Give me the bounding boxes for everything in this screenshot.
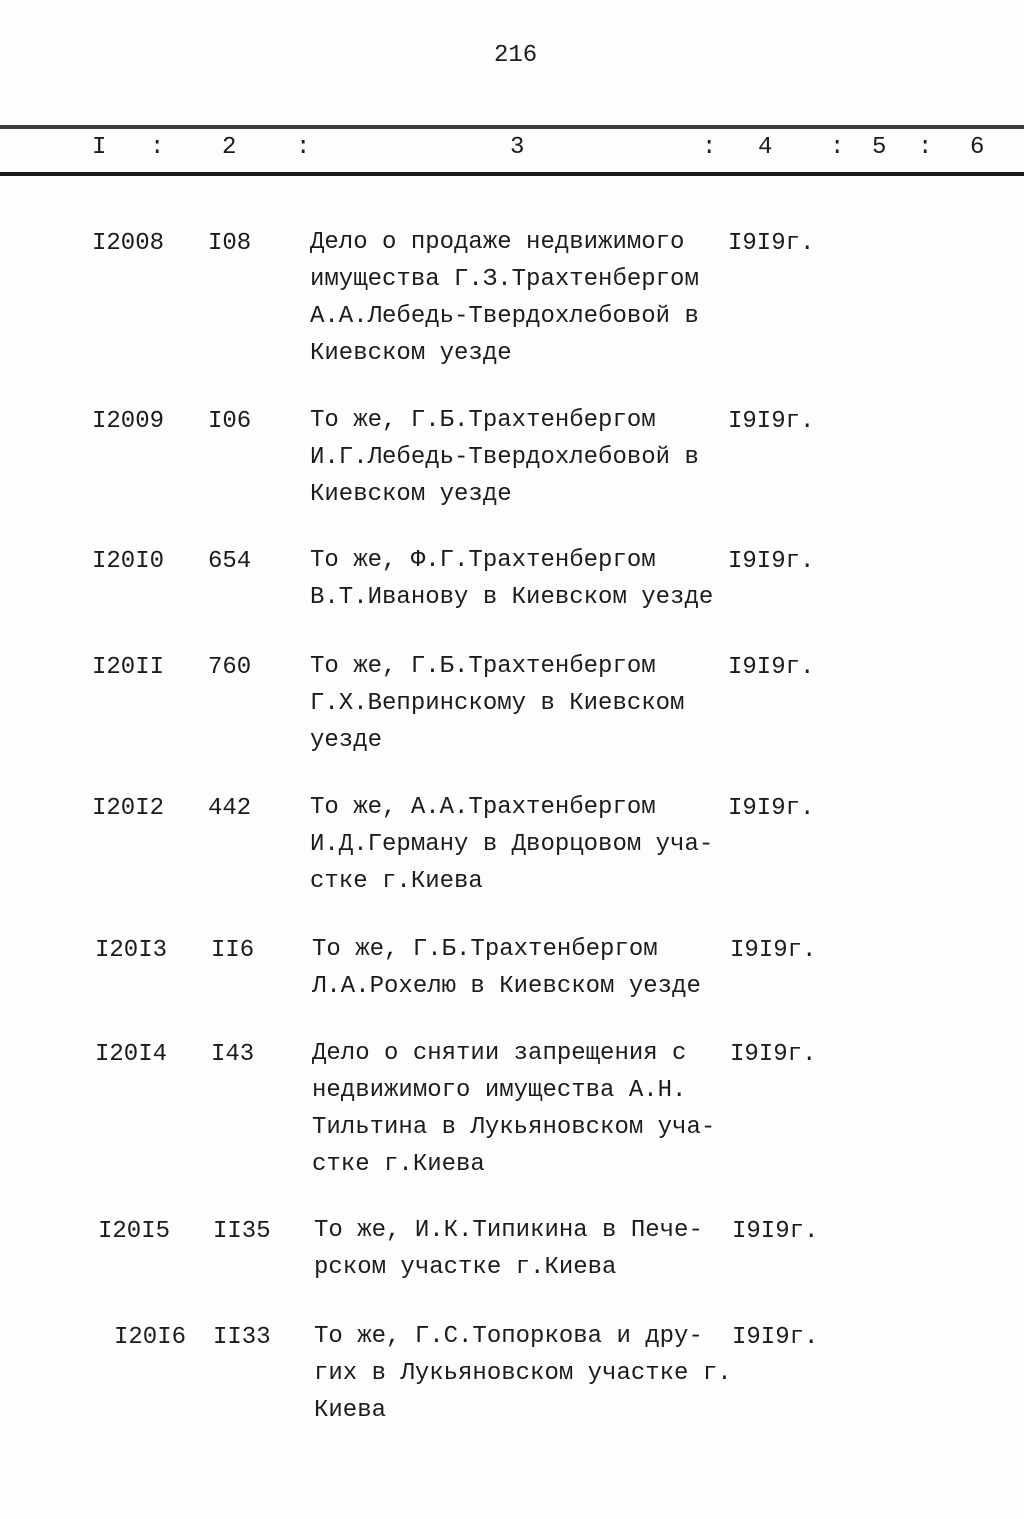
- description-line: стке г.Киева: [310, 868, 483, 895]
- description-line: А.А.Лебедь-Твердохлебовой в: [310, 303, 699, 330]
- col-4-header: 4: [758, 134, 773, 161]
- description-line: Дело о снятии запрещения с: [312, 1040, 687, 1067]
- record-number: I2008: [92, 230, 165, 257]
- sheet-count: 654: [208, 548, 252, 575]
- header-bottom-rule: [0, 172, 1024, 176]
- col-6-header: 6: [970, 134, 985, 161]
- record-year: I9I9г.: [728, 654, 815, 681]
- description-line: Тильтина в Лукьяновском уча-: [312, 1114, 716, 1141]
- description-line: гих в Лукьяновском участке г.: [314, 1360, 732, 1387]
- sheet-count: II33: [213, 1324, 271, 1351]
- description-line: И.Г.Лебедь-Твердохлебовой в: [310, 444, 699, 471]
- description-line: уезде: [310, 727, 383, 754]
- record-year: I9I9г.: [728, 408, 815, 435]
- record-number: I20I0: [92, 548, 165, 575]
- record-number: I20I4: [95, 1041, 168, 1068]
- description-line: В.Т.Иванову в Киевском уезде: [310, 584, 714, 611]
- description-line: недвижимого имущества А.Н.: [312, 1077, 687, 1104]
- record-number: I20I2: [92, 795, 165, 822]
- record-description: [310, 402, 699, 513]
- record-description: [314, 1318, 732, 1429]
- description-line: То же, Г.С.Топоркова и дру-: [314, 1323, 703, 1350]
- description-line: имущества Г.З.Трахтенбергом: [310, 266, 699, 293]
- col-separator: :: [296, 134, 311, 161]
- record-year: I9I9г.: [730, 1041, 817, 1068]
- record-description: [310, 224, 699, 372]
- description-line: То же, Ф.Г.Трахтенбергом: [310, 547, 656, 574]
- record-year: I9I9г.: [728, 795, 815, 822]
- header-top-rule: [0, 125, 1024, 129]
- sheet-count: 760: [208, 654, 252, 681]
- record-year: I9I9г.: [732, 1218, 819, 1245]
- description-line: То же, Г.Б.Трахтенбергом: [312, 936, 658, 963]
- description-line: стке г.Киева: [312, 1151, 485, 1178]
- col-separator: :: [150, 134, 165, 161]
- record-number: I20I5: [98, 1218, 171, 1245]
- record-year: I9I9г.: [732, 1324, 819, 1351]
- col-2-header: 2: [222, 134, 237, 161]
- description-line: То же, А.А.Трахтенбергом: [310, 794, 656, 821]
- record-number: I20I3: [95, 937, 168, 964]
- col-1-header: I: [92, 134, 107, 161]
- description-line: То же, Г.Б.Трахтенбергом: [310, 653, 656, 680]
- sheet-count: I43: [211, 1041, 255, 1068]
- page-number: 216: [494, 42, 538, 69]
- sheet-count: I06: [208, 408, 252, 435]
- description-line: Г.Х.Вепринскому в Киевском: [310, 690, 685, 717]
- record-number: I20I6: [114, 1324, 187, 1351]
- record-description: [314, 1212, 703, 1286]
- record-number: I20II: [92, 654, 165, 681]
- description-line: И.Д.Герману в Дворцовом уча-: [310, 831, 714, 858]
- sheet-count: 442: [208, 795, 252, 822]
- record-description: [310, 542, 713, 616]
- description-line: Дело о продаже недвижимого: [310, 229, 685, 256]
- description-line: То же, Г.Б.Трахтенбергом: [310, 407, 656, 434]
- record-year: I9I9г.: [728, 230, 815, 257]
- description-line: Киева: [314, 1397, 387, 1424]
- col-separator: :: [918, 134, 933, 161]
- record-description: [312, 931, 701, 1005]
- col-3-header: 3: [510, 134, 525, 161]
- sheet-count: II6: [211, 937, 255, 964]
- record-description: [312, 1035, 715, 1183]
- col-separator: :: [702, 134, 717, 161]
- record-number: I2009: [92, 408, 165, 435]
- col-5-header: 5: [872, 134, 887, 161]
- description-line: Киевском уезде: [310, 481, 512, 508]
- description-line: Киевском уезде: [310, 340, 512, 367]
- record-description: [310, 789, 713, 900]
- sheet-count: I08: [208, 230, 252, 257]
- description-line: То же, И.К.Типикина в Пече-: [314, 1217, 703, 1244]
- record-year: I9I9г.: [730, 937, 817, 964]
- col-separator: :: [830, 134, 845, 161]
- sheet-count: II35: [213, 1218, 271, 1245]
- description-line: Л.А.Рохелю в Киевском уезде: [312, 973, 701, 1000]
- record-year: I9I9г.: [728, 548, 815, 575]
- description-line: рском участке г.Киева: [314, 1254, 617, 1281]
- record-description: [310, 648, 684, 759]
